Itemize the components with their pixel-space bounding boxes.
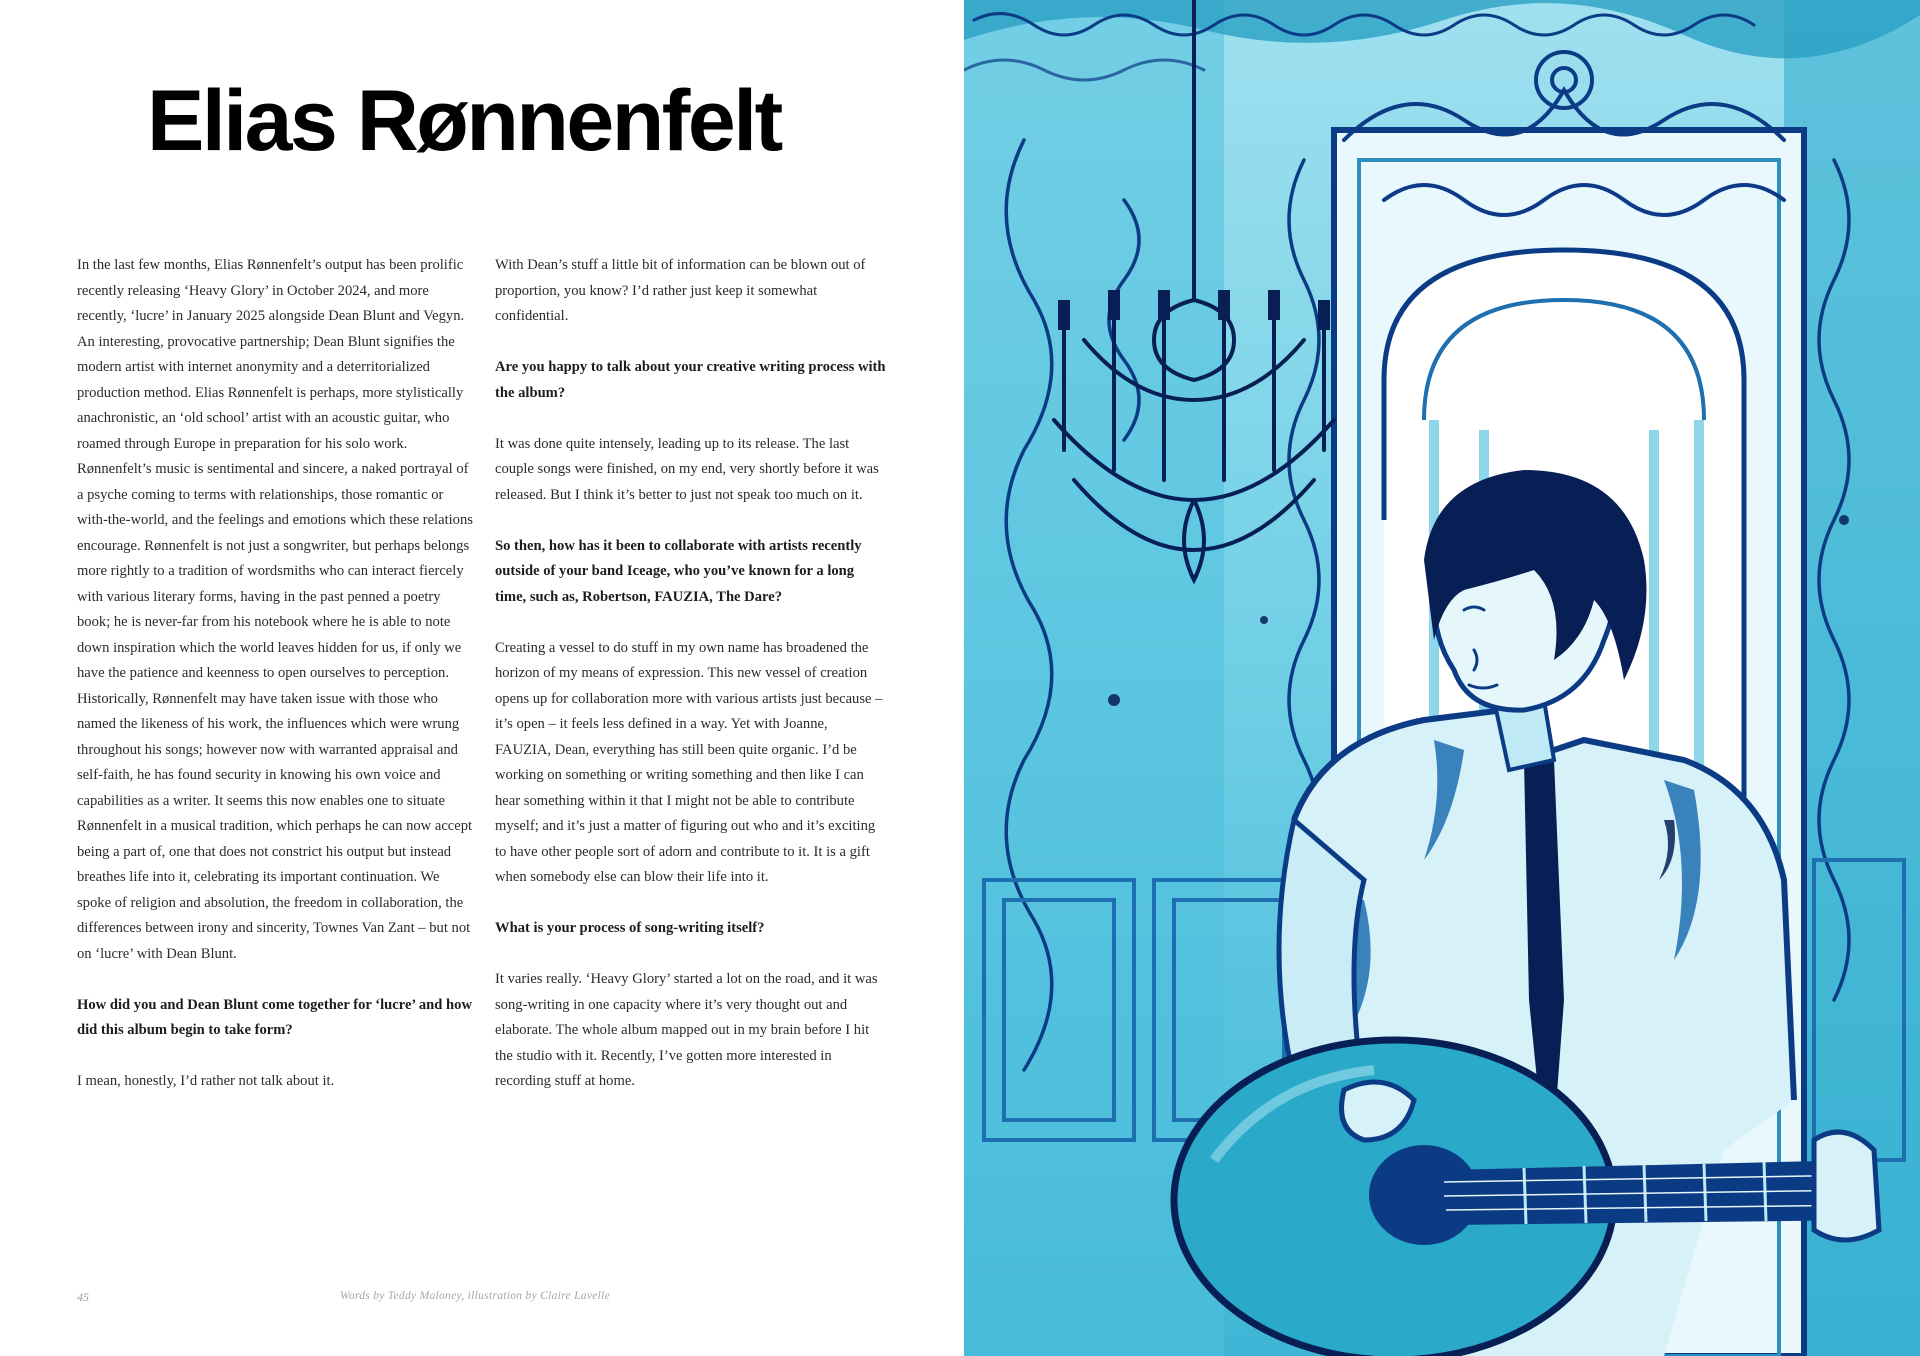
interview-question: So then, how has it been to collaborate with artists recently outside of your band Iceage, who you’ve known for a long time, such as, Robertson, FAUZIA, The Dare? [495,537,862,605]
interview-answer: I mean, honestly, I’d rather not talk about it. [77,1073,335,1089]
article-title: Elias Rønnenfelt [147,73,781,169]
interview-answer: It was done quite intensely, leading up to its release. The last couple songs were finished, on my end, very shortly before it was released. But I think it’s better to just not speak too much on it. [495,435,879,503]
interview-answer: With Dean’s stuff a little bit of information can be blown out of proportion, you know? I’d rather just keep it somewhat confidential. [495,257,866,324]
text-column-right [495,253,887,1120]
credits-line: Words by Teddy Maloney, illustration by Claire Lavelle [340,1290,611,1302]
illustration [964,0,1920,1356]
illustration-art [964,0,1920,1356]
interview-answer: It varies really. ‘Heavy Glory’ started a lot on the road, and it was song-writing in one capacity where it’s very thought out and elaborate. The whole album mapped out in my brain before I hit the studio with it. Recently, I’ve gotten more interested in recording stuff at home. [495,971,878,1089]
text-column-left [77,253,473,1120]
interview-answer: Creating a vessel to do stuff in my own name has broadened the horizon of my means of expression. This new vessel of creation opens up for collaboration more with various artists just because – it’s open – it feels less defined in a way. Yet with Joanne, FAUZIA, Dean, everything has still been quite organic. I’d be working on something or writing something and then like I can hear something within it that I might not be able to contribute myself; and it’s just a matter of figuring out who and it’s exciting to have other people sort of adorn and contribute to it. It is a gift when somebody else can blow their life into it. [495,639,883,885]
interview-question: Are you happy to talk about your creative writing process with the album? [495,359,886,401]
page-number: 45 [77,1290,89,1304]
interview-question: How did you and Dean Blunt come together for ‘lucre’ and how did this album begin to take form? [77,996,472,1038]
interview-question: What is your process of song-writing itself? [495,920,765,936]
intro-paragraph: In the last few months, Elias Rønnenfelt’s output has been prolific recently releasing ‘Heavy Glory’ in October 2024, and more recently, ‘lucre’ in January 2025 alongside Dean Blunt and Vegyn. An interesting, provocative partnership; Dean Blunt signifies the modern artist with internet anonymity and a deterritorialized production method. Elias Rønnenfelt is perhaps, more stylistically anachronistic, an ‘old school’ artist with an acoustic guitar, who roamed through Europe in preparation for his solo work. Rønnenfelt’s music is sentimental and sincere, a naked portrayal of a psyche coming to terms with relationships, those romantic or with-the-world, and the feelings and emotions which these relations encourage. Rønnenfelt is not just a songwriter, but perhaps belongs more rightly to a tradition of wordsmiths who can interact fiercely with various literary forms, having in the past penned a poetry book; he is never-far from his notebook where he is able to note down inspiration which the world leaves hidden for us, if only we have the patience and keenness to open ourselves to perception. Historically, Rønnenfelt may have taken issue with those who named the likeness of his work, the influences which were wrung throughout his songs; however now with warranted appraisal and self-faith, he has found security in knowing his own voice and capabilities as a writer. It seems this now enables one to situate Rønnenfelt in a musical tradition, which perhaps he can now accept being a part of, one that does not constrict his output but instead breathes life into it, celebrating its important continuation. We spoke of religion and absolution, the freedom in collaboration, the differences between irony and sincerity, Townes Van Zant – but not on ‘lucre’ with Dean Blunt. [77,257,473,962]
